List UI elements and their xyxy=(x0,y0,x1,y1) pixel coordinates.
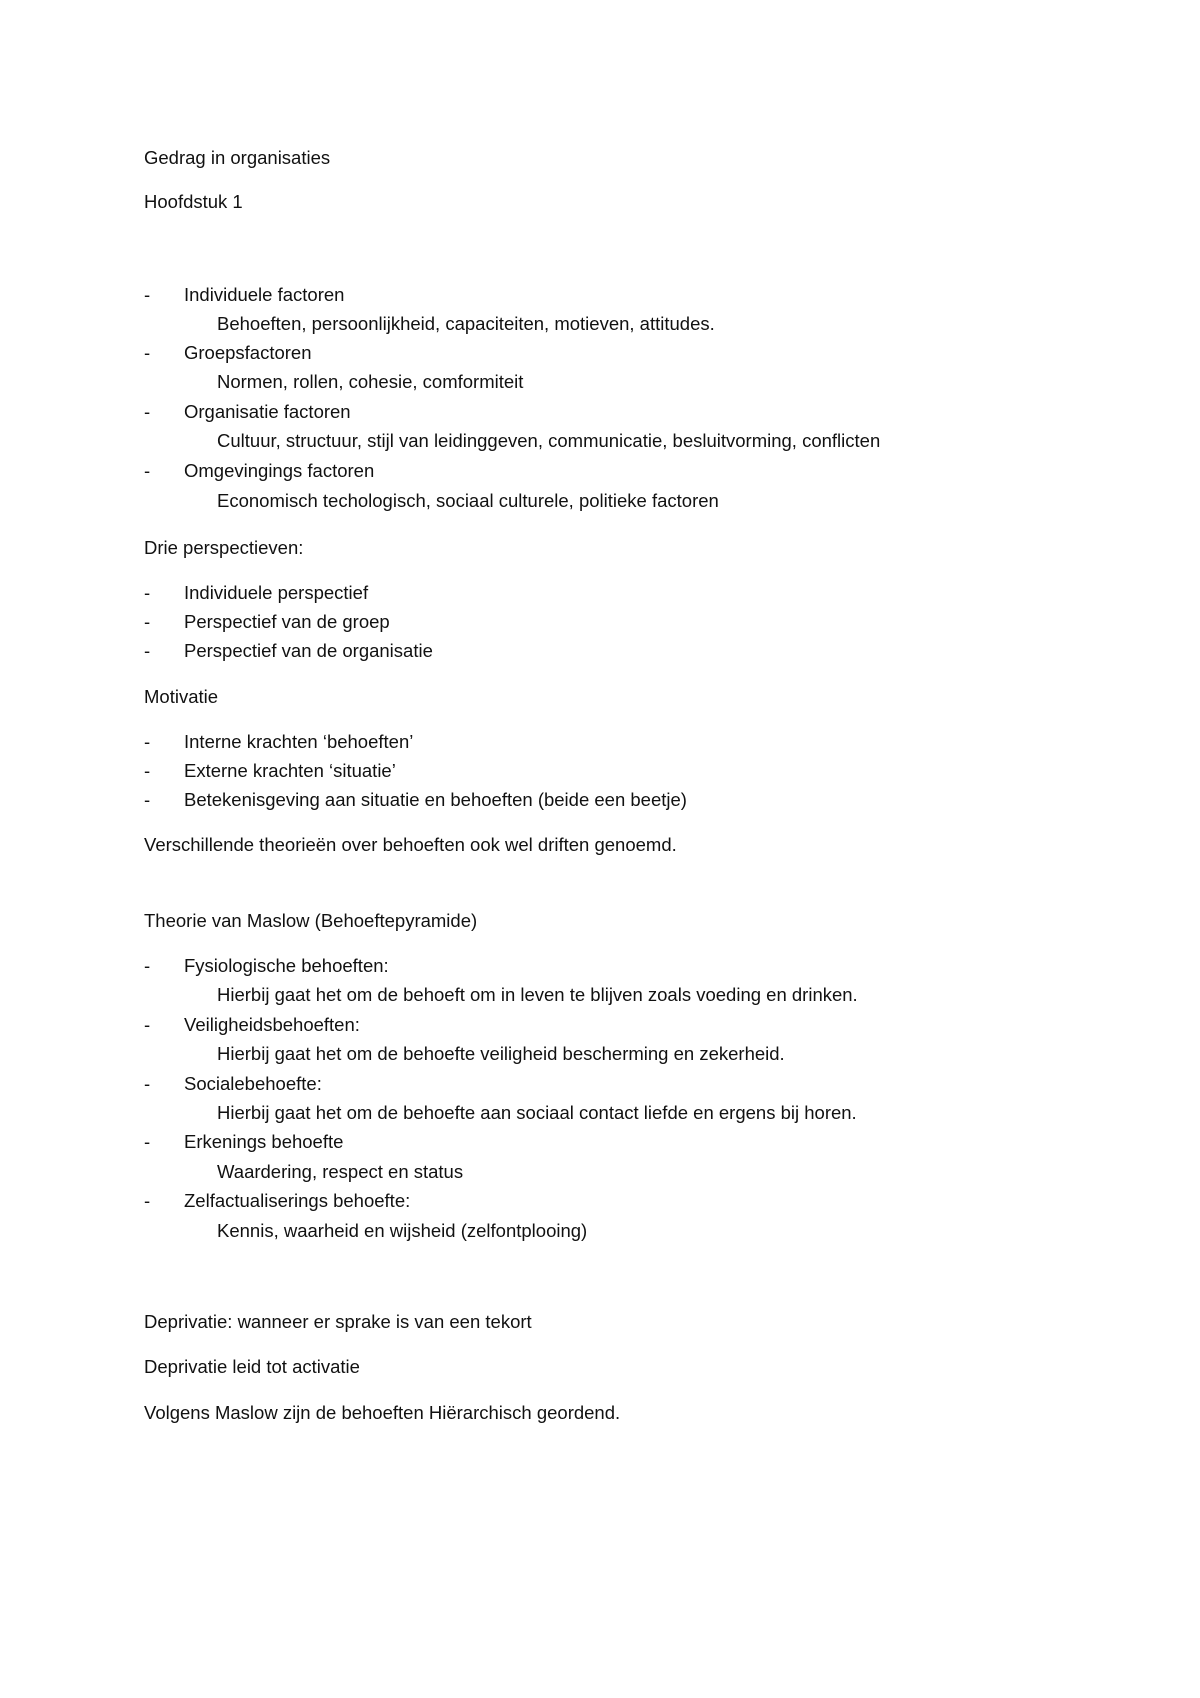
bullet-dash: - xyxy=(144,611,151,632)
factor-list-item xyxy=(144,401,351,423)
motivation-label: Interne krachten ‘behoeften’ xyxy=(184,731,414,752)
bullet-dash: - xyxy=(144,760,151,781)
maslow-detail: Hierbij gaat het om de behoefte aan sociaal contact liefde en ergens bij horen. xyxy=(217,1102,857,1123)
maslow-label: Veiligheidsbehoeften: xyxy=(184,1014,360,1035)
maslow-label: Zelfactualiserings behoefte: xyxy=(184,1190,411,1211)
factor-label: Individuele factoren xyxy=(184,284,345,305)
hierarchy-paragraph: Volgens Maslow zijn de behoeften Hiërarchisch geordend. xyxy=(144,1402,621,1423)
chapter-heading: Hoofdstuk 1 xyxy=(144,191,243,212)
factor-label: Organisatie factoren xyxy=(184,401,351,422)
factor-detail: Economisch techologisch, sociaal culturele, politieke factoren xyxy=(217,490,719,511)
maslow-label: Erkenings behoefte xyxy=(184,1131,344,1152)
bullet-dash: - xyxy=(144,1014,151,1035)
bullet-dash: - xyxy=(144,1190,151,1211)
bullet-dash: - xyxy=(144,1073,151,1094)
factor-detail: Behoeften, persoonlijkheid, capaciteiten, motieven, attitudes. xyxy=(217,313,715,334)
motivation-label: Betekenisgeving aan situatie en behoeften (beide een beetje) xyxy=(184,789,687,810)
maslow-item xyxy=(144,1014,360,1036)
factor-detail: Normen, rollen, cohesie, comformiteit xyxy=(217,371,524,392)
perspective-label: Individuele perspectief xyxy=(184,582,369,603)
motivation-item xyxy=(144,760,396,782)
maslow-heading: Theorie van Maslow (Behoeftepyramide) xyxy=(144,910,478,931)
document-title: Gedrag in organisaties xyxy=(144,147,331,168)
deprivation-paragraph: Deprivatie: wanneer er sprake is van een tekort xyxy=(144,1311,532,1332)
factor-list-item xyxy=(144,342,312,364)
maslow-detail: Waardering, respect en status xyxy=(217,1161,464,1182)
deprivation-activation-paragraph: Deprivatie leid tot activatie xyxy=(144,1356,360,1377)
perspective-label: Perspectief van de organisatie xyxy=(184,640,433,661)
perspective-label: Perspectief van de groep xyxy=(184,611,390,632)
maslow-label: Fysiologische behoeften: xyxy=(184,955,389,976)
factor-detail: Cultuur, structuur, stijl van leidinggeven, communicatie, besluitvorming, conflicten xyxy=(217,430,881,451)
maslow-item xyxy=(144,1131,344,1153)
maslow-detail: Hierbij gaat het om de behoefte veiligheid bescherming en zekerheid. xyxy=(217,1043,785,1064)
motivation-item xyxy=(144,789,687,811)
bullet-dash: - xyxy=(144,342,151,363)
bullet-dash: - xyxy=(144,401,151,422)
maslow-item xyxy=(144,1073,322,1095)
maslow-label: Socialebehoefte: xyxy=(184,1073,322,1094)
bullet-dash: - xyxy=(144,460,151,481)
factor-label: Groepsfactoren xyxy=(184,342,312,363)
motivation-heading: Motivatie xyxy=(144,686,219,707)
factor-label: Omgevingings factoren xyxy=(184,460,375,481)
perspective-item xyxy=(144,582,369,604)
bullet-dash: - xyxy=(144,582,151,603)
motivation-item xyxy=(144,731,414,753)
perspective-item xyxy=(144,611,390,633)
perspective-item xyxy=(144,640,433,662)
factor-list-item xyxy=(144,460,375,482)
bullet-dash: - xyxy=(144,955,151,976)
perspectives-heading: Drie perspectieven: xyxy=(144,537,304,558)
maslow-detail: Kennis, waarheid en wijsheid (zelfontplooing) xyxy=(217,1220,588,1241)
motivation-label: Externe krachten ‘situatie’ xyxy=(184,760,396,781)
maslow-item xyxy=(144,1190,411,1212)
factor-list-item xyxy=(144,284,345,306)
bullet-dash: - xyxy=(144,640,151,661)
bullet-dash: - xyxy=(144,731,151,752)
bullet-dash: - xyxy=(144,1131,151,1152)
maslow-detail: Hierbij gaat het om de behoeft om in leven te blijven zoals voeding en drinken. xyxy=(217,984,858,1005)
maslow-item xyxy=(144,955,389,977)
bullet-dash: - xyxy=(144,789,151,810)
bullet-dash: - xyxy=(144,284,151,305)
theories-paragraph: Verschillende theorieën over behoeften ook wel driften genoemd. xyxy=(144,834,677,855)
